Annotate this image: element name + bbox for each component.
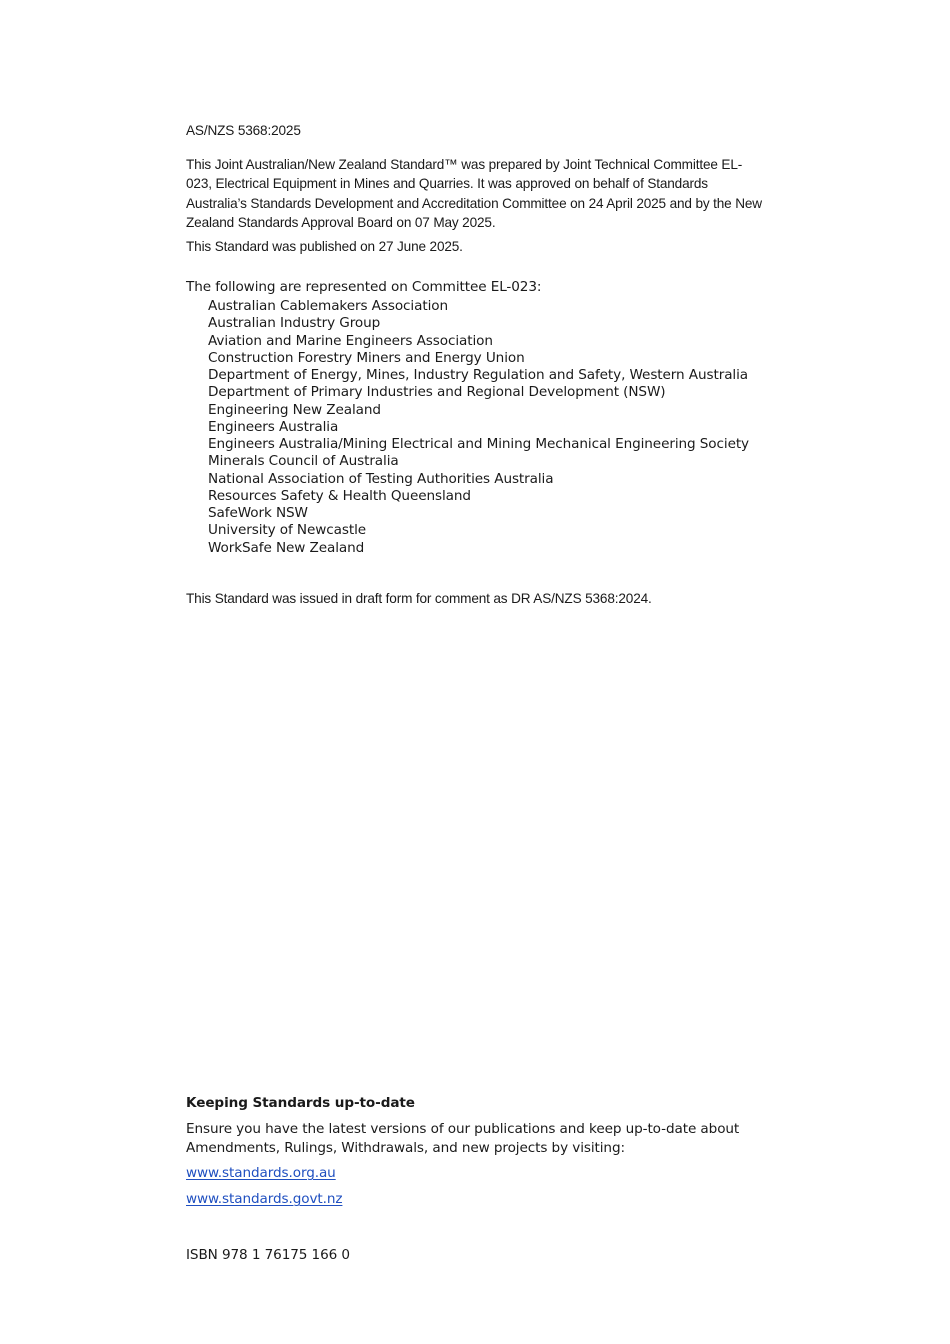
draft-notice: This Standard was issued in draft form for comment as DR AS/NZS 5368:2024. — [186, 591, 652, 606]
organization-item: Construction Forestry Miners and Energy Union — [208, 349, 525, 366]
organization-item: Aviation and Marine Engineers Association — [208, 332, 493, 349]
document-identifier: AS/NZS 5368:2025 — [186, 123, 301, 138]
committee-representation-intro: The following are represented on Committee EL-023: — [186, 279, 542, 295]
keeping-up-to-date-body: Ensure you have the latest versions of our publications and keep up-to-date about Amendments, Rulings, Withdrawals, and new projects by visiting: — [186, 1121, 740, 1156]
organization-item: Australian Industry Group — [208, 315, 381, 332]
organization-item: Minerals Council of Australia — [208, 453, 399, 470]
organization-item: Department of Energy, Mines, Industry Regulation and Safety, Western Australia — [208, 367, 749, 383]
standards-australia-link[interactable]: www.standards.org.au — [186, 1165, 336, 1181]
preparation-paragraph: This Joint Australian/New Zealand Standard™ was prepared by Joint Technical Committee EL-023, Electrical Equipment in Mines and Quarries. It was approved on behalf of Standards Australia’s Standards Development and Accreditation Committee on 24 April 2025 and by the New Zealand Standards Approval Board on 07 May 2025. — [186, 157, 762, 231]
publication-date-line: This Standard was published on 27 June 2025. — [186, 239, 463, 254]
standards-new-zealand-link[interactable]: www.standards.govt.nz — [186, 1191, 343, 1207]
organization-item: Engineers Australia/Mining Electrical and Mining Mechanical Engineering Society — [208, 436, 750, 452]
organization-item: University of Newcastle — [208, 522, 367, 539]
organization-item: Engineers Australia — [208, 418, 339, 435]
organization-item: SafeWork NSW — [208, 505, 308, 521]
organization-item: WorkSafe New Zealand — [208, 539, 365, 556]
organization-item: National Association of Testing Authorities Australia — [208, 470, 554, 487]
isbn-number: ISBN 978 1 76175 166 0 — [186, 1247, 350, 1263]
organization-item: Australian Cablemakers Association — [208, 298, 448, 314]
organization-item: Engineering New Zealand — [208, 401, 381, 418]
keeping-up-to-date-heading: Keeping Standards up-to-date — [186, 1095, 415, 1111]
organization-item: Department of Primary Industries and Regional Development (NSW) — [208, 384, 666, 401]
organization-item: Resources Safety & Health Queensland — [208, 487, 471, 504]
committee-organization-list — [208, 298, 749, 557]
